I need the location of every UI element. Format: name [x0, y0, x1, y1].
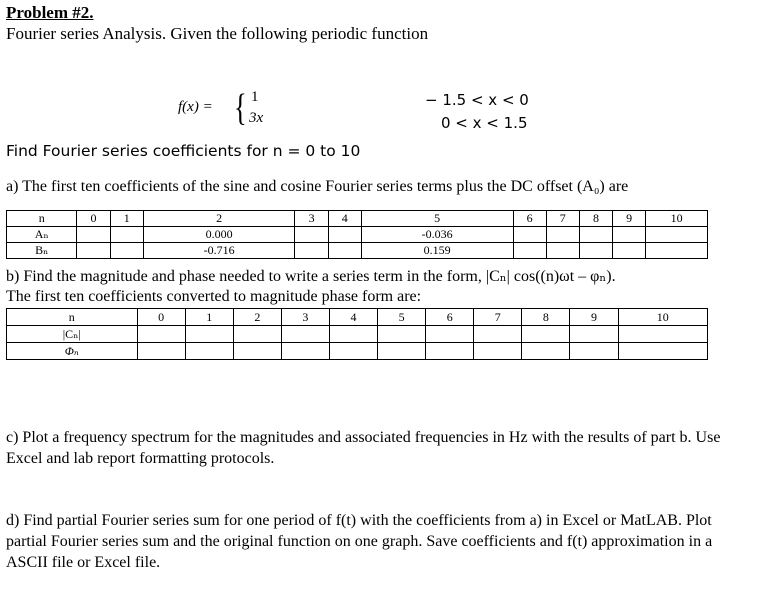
table-cell — [233, 343, 281, 360]
coefficients-table-a — [6, 210, 708, 259]
table-cell: 7 — [474, 309, 522, 326]
table-cell: 6 — [426, 309, 474, 326]
table-b-row-cn — [7, 326, 708, 343]
part-c-text: c) Plot a frequency spectrum for the magnitudes and associated frequencies in Hz with the results of part b. Use Excel and lab report formatting protocols. — [6, 429, 721, 467]
table-cell — [513, 227, 546, 243]
table-cell — [185, 326, 233, 343]
table-cell — [522, 343, 570, 360]
problem-title: Problem #2. — [6, 3, 94, 22]
table-cell: 9 — [613, 211, 646, 227]
table-cell: 5 — [378, 309, 426, 326]
table-cell — [646, 243, 708, 259]
table-cell — [77, 243, 110, 259]
table-cell: 4 — [328, 211, 361, 227]
table-cell: n — [7, 309, 138, 326]
table-cell: 3 — [281, 309, 329, 326]
table-cell — [613, 227, 646, 243]
table-cell: -0.036 — [361, 227, 513, 243]
function-piece-1: 1 — [251, 89, 259, 105]
table-cell: 6 — [513, 211, 546, 227]
table-b-row-phi — [7, 343, 708, 360]
table-cell — [579, 243, 612, 259]
table-cell — [233, 326, 281, 343]
table-cell: -0.716 — [143, 243, 295, 259]
table-cell — [185, 343, 233, 360]
find-instruction: Find Fourier series coefficients for n = 0 to 10 — [6, 142, 361, 160]
table-cell — [426, 343, 474, 360]
part-b-text: b) Find the magnitude and phase needed to write a series term in the form, |Cₙ| cos((n)ωt – φₙ). — [6, 268, 616, 285]
table-cell — [426, 326, 474, 343]
table-b-header-row — [7, 309, 708, 326]
table-cell — [329, 343, 377, 360]
table-cell — [546, 227, 579, 243]
table-cell — [618, 343, 707, 360]
table-cell — [513, 243, 546, 259]
function-condition-1: − 1.5 < x < 0 — [425, 91, 529, 109]
table-cell: 1 — [110, 211, 143, 227]
table-cell — [522, 326, 570, 343]
table-cell — [110, 227, 143, 243]
table-cell — [329, 326, 377, 343]
table-cell — [137, 326, 185, 343]
table-cell — [646, 227, 708, 243]
table-cell — [328, 243, 361, 259]
table-cell: 0.159 — [361, 243, 513, 259]
table-cell — [570, 343, 618, 360]
table-cell: Φₙ — [7, 343, 138, 360]
table-cell — [281, 326, 329, 343]
table-cell — [77, 227, 110, 243]
table-cell: 3 — [295, 211, 328, 227]
table-cell — [281, 343, 329, 360]
function-brace: { — [234, 87, 247, 129]
part-a-text: a) The first ten coefficients of the sine and cosine Fourier series terms plus the DC offset (A₀) are — [6, 178, 629, 195]
table-cell — [579, 227, 612, 243]
table-cell — [613, 243, 646, 259]
table-cell — [618, 326, 707, 343]
function-lhs: f(x) = — [178, 99, 213, 115]
table-cell: n — [7, 211, 77, 227]
table-cell: 0 — [77, 211, 110, 227]
table-cell: 2 — [143, 211, 295, 227]
table-cell: 7 — [546, 211, 579, 227]
table-cell — [378, 343, 426, 360]
table-cell: 0 — [137, 309, 185, 326]
table-a-row-an — [7, 227, 708, 243]
table-cell — [546, 243, 579, 259]
table-cell: 4 — [329, 309, 377, 326]
table-cell — [570, 326, 618, 343]
table-cell: Bₙ — [7, 243, 77, 259]
table-cell — [295, 227, 328, 243]
part-b-subtext: The first ten coefficients converted to magnitude phase form are: — [6, 288, 422, 305]
table-cell — [378, 326, 426, 343]
coefficients-table-b — [6, 308, 708, 360]
table-cell: |Cₙ| — [7, 326, 138, 343]
table-cell — [295, 243, 328, 259]
table-cell — [137, 343, 185, 360]
table-cell: 1 — [185, 309, 233, 326]
table-cell: 8 — [579, 211, 612, 227]
table-cell — [474, 326, 522, 343]
problem-intro: Fourier series Analysis. Given the following periodic function — [6, 24, 429, 43]
table-cell: 10 — [646, 211, 708, 227]
table-cell: 9 — [570, 309, 618, 326]
table-cell — [474, 343, 522, 360]
function-piece-2: 3x — [249, 110, 264, 126]
table-cell: 0.000 — [143, 227, 295, 243]
table-cell: 5 — [361, 211, 513, 227]
function-condition-2: 0 < x < 1.5 — [441, 114, 528, 132]
table-cell — [328, 227, 361, 243]
table-a-header-row — [7, 211, 708, 227]
table-cell — [110, 243, 143, 259]
table-cell: 10 — [618, 309, 707, 326]
table-a-row-bn — [7, 243, 708, 259]
table-cell: 2 — [233, 309, 281, 326]
table-cell: Aₙ — [7, 227, 77, 243]
table-cell: 8 — [522, 309, 570, 326]
part-d-text: d) Find partial Fourier series sum for one period of f(t) with the coefficients from a) in Excel or MatLAB. Plot partial Fourier series sum and the original function on one graph. Save coefficients and f(t) approximation in a ASCII file or Excel file. — [6, 512, 713, 571]
